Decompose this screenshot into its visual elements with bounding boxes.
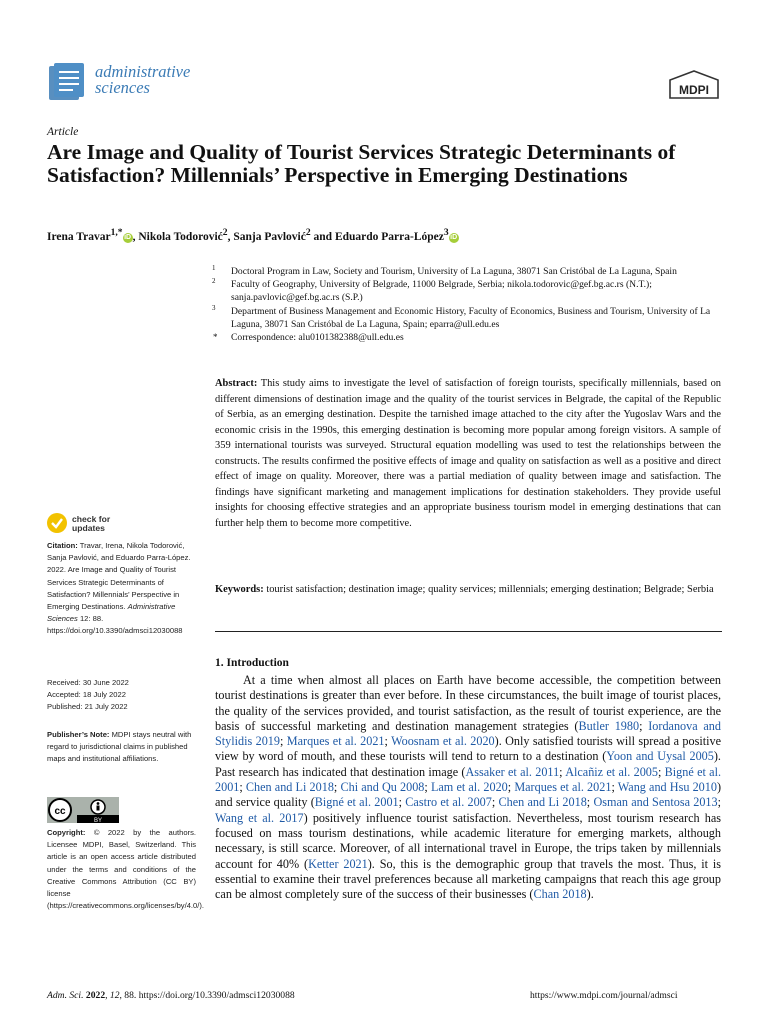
keywords-label: Keywords:	[215, 584, 264, 595]
citation-tail: 12: 88. https://doi.org/10.3390/admsci12030088	[47, 614, 183, 636]
reference-link[interactable]: Wang and Hsu 2010	[617, 780, 717, 795]
footer-volume: 12	[109, 990, 120, 1001]
paragraph-text: ;	[491, 795, 499, 810]
affiliation-item	[212, 305, 722, 331]
abstract-text: This study aims to investigate the level of satisfaction of foreign tourists, specifically millennials, based on different dimensions of destination image and the quality of the tourist services in Belgrade, the capital of the Republic of Serbia, as an emerging destination. Despite the tarnished image attached to the city after the Yugoslav Wars and the economic crisis in the 1990s, this emerging destination is becoming more popular among foreign visitors. A sample of 359 international tourists was surveyed. Structural equation modelling was used to test the relationships between the constructs. The results confirmed the positive effects of image and quality on satisfaction as well as a positive and direct effect of image on quality. Moreover, there was a partial mediation of quality between image and satisfaction. The findings have significant marketing and management implications for destination stakeholders. They provide useful insights for choosing effective strategies and an appropriate business tourism model in emerging destinations that can further help them to become more competitive.	[215, 378, 722, 529]
reference-link[interactable]: Woosnam et al. 2020	[391, 734, 495, 749]
footer-doi[interactable]: , 88. https://doi.org/10.3390/admsci12030088	[119, 990, 295, 1001]
author-list	[47, 227, 459, 243]
affiliation-mark: 3	[212, 303, 216, 312]
affiliation-mark: 2	[212, 277, 216, 286]
paragraph-text: ;	[639, 718, 649, 733]
paragraph-text: ). So, this is the demographic group that travels the most. Thus, it is essential to examine their travel preferences because all marketing campaigns that reach this age group can be almost completely sure of the success of their businesses (	[215, 856, 721, 902]
svg-text:cc: cc	[54, 806, 66, 817]
author-name[interactable]: Irena Travar	[47, 230, 111, 243]
reference-link[interactable]: Chan 2018	[533, 887, 587, 902]
author-separator: and	[310, 230, 335, 243]
paragraph-text: ;	[657, 764, 665, 779]
keywords-text: tourist satisfaction; destination image; quality services; millennials; emerging destination; Belgrade; Serbia	[266, 584, 714, 595]
journal-name-line1: administrative	[95, 62, 191, 81]
publisher-note-label: Publisher’s Note:	[47, 730, 110, 739]
copyright-notice	[47, 827, 204, 912]
affiliation-mark: *	[213, 332, 218, 343]
paragraph-text: ;	[424, 780, 431, 795]
section-heading-introduction: 1. Introduction	[215, 657, 289, 669]
citation-block	[47, 540, 197, 638]
mdpi-logo	[668, 70, 720, 100]
footer-citation: Adm. Sci. 2022, 12, 88. https://doi.org/10.3390/admsci12030088	[47, 990, 295, 1001]
affiliation-item	[212, 265, 722, 278]
author-separator: ,	[227, 230, 234, 243]
paragraph-text: ;	[239, 780, 246, 795]
copyright-label: Copyright:	[47, 828, 86, 837]
affiliation-item	[212, 331, 722, 344]
check-updates-line2: updates	[72, 523, 105, 533]
reference-link[interactable]: Ketter 2021	[308, 856, 368, 871]
affiliation-text: Department of Business Management and Economic History, Faculty of Economics, Business and Tourism, University of La Laguna, 38071 San Cristóbal de La Laguna, Spain; eparra@ull.edu.es	[231, 305, 711, 330]
paragraph-text: ;	[559, 764, 566, 779]
affiliations	[212, 265, 722, 344]
reference-link[interactable]: Marques et al. 2021	[286, 734, 385, 749]
author-separator: ,	[132, 230, 139, 243]
paragraph-text: ). Only satisfied tourists will spread a positive view by word of mouth, and these tourists will tend to return to a destination (	[215, 734, 721, 764]
reference-link[interactable]: Chi and Qu 2008	[340, 780, 425, 795]
mdpi-logo-text: MDPI	[679, 83, 709, 97]
author-name[interactable]: Eduardo Parra-López	[334, 230, 444, 243]
author-name[interactable]: Nikola Todorović	[138, 230, 223, 243]
paragraph-text: ;	[333, 780, 341, 795]
cc-by-label: BY	[93, 818, 103, 823]
orcid-icon[interactable]: iD	[124, 233, 132, 241]
introduction-paragraph	[215, 673, 721, 902]
author-affiliation-mark: 1,*	[110, 227, 123, 238]
affiliation-text: Doctoral Program in Law, Society and Tourism, University of La Laguna, 38071 San Cristóbal de La Laguna, Spain	[231, 266, 677, 277]
reference-link[interactable]: Assaker et al. 2011	[465, 764, 560, 779]
citation-text: Travar, Irena, Nikola Todorović, Sanja Pavlović, and Eduardo Parra-López. 2022. Are Image and Quality of Tourist Services Strategic Determinants of Satisfaction? Millennials’ Perspective in Emerging Destinations.	[47, 541, 191, 612]
article-type: Article	[47, 126, 79, 138]
paragraph-text: ;	[398, 795, 406, 810]
affiliation-text: Faculty of Geography, University of Belgrade, 11000 Belgrade, Serbia; nikola.todorovic@gef.bg.ac.rs (N.T.); sanja.pavlovic@gef.bg.ac.rs (S.P.)	[231, 279, 652, 304]
publication-dates	[47, 677, 197, 714]
reference-link[interactable]: Wang et al. 2017	[215, 810, 304, 825]
paragraph-text: ;	[507, 780, 515, 795]
reference-link[interactable]: Osman and Sentosa 2013	[593, 795, 718, 810]
footer-journal-abbr: Adm. Sci.	[47, 990, 84, 1001]
abstract	[215, 376, 721, 531]
paragraph-text: ). Past research has indicated that destination image (	[215, 749, 721, 779]
paragraph-text: ;	[611, 780, 618, 795]
check-for-updates-button[interactable]	[47, 513, 147, 537]
reference-link[interactable]: Alcañiz et al. 2005	[565, 764, 658, 779]
reference-link[interactable]: Bigné et al. 2001	[215, 764, 722, 795]
reference-link[interactable]: Marques et al. 2021	[514, 780, 612, 795]
reference-link[interactable]: Butler 1980	[578, 718, 640, 733]
affiliation-item	[212, 278, 722, 304]
published-date: Published: 21 July 2022	[47, 702, 128, 712]
reference-link[interactable]: Bigné et al. 2001	[314, 795, 399, 810]
paragraph-text: ) and service quality (	[215, 780, 722, 810]
paragraph-text: ;	[384, 734, 392, 749]
paragraph-text: At a time when almost all places on Earth have become accessible, the competition between tourist destinations is greater than ever before. In these circumstances, the built image of tourist places, the quality of the services provided, and tourist satisfaction, as the result of tourist experience, are the basis of successful marketing and destination management strategies (	[215, 673, 721, 733]
paragraph-text: ).	[586, 887, 594, 902]
check-updates-icon	[47, 513, 67, 533]
received-date: Received: 30 June 2022	[47, 678, 129, 687]
author-affiliation-mark: 3	[443, 227, 449, 238]
paragraph-text: ;	[586, 795, 594, 810]
reference-link[interactable]: Chen and Li 2018	[498, 795, 587, 810]
orcid-icon[interactable]: iD	[450, 233, 458, 241]
journal-document-icon	[47, 62, 87, 102]
footer-journal-url[interactable]: https://www.mdpi.com/journal/admsci	[530, 990, 678, 1001]
paragraph-text: ;	[280, 734, 287, 749]
journal-name-line2: sciences	[95, 78, 150, 97]
citation-label: Citation:	[47, 541, 78, 550]
reference-link[interactable]: Castro et al. 2007	[405, 795, 492, 810]
affiliation-text: Correspondence: alu0101382388@ull.edu.es	[231, 332, 404, 344]
check-updates-line1: check for	[72, 514, 111, 524]
author-affiliation-mark: 2	[222, 227, 228, 238]
article-title: Are Image and Quality of Tourist Services Strategic Determinants of Satisfaction? Millennials’ Perspective in Emerging Destinations	[47, 140, 676, 187]
publisher-note-text: MDPI stays neutral with regard to jurisdictional claims in published maps and institutional affiliations.	[47, 730, 192, 764]
paragraph-text: ) positively influence tourist satisfaction. Nevertheless, most tourism research has focused on mass tourism destinations, while academic literature for emerging markets, although necessary, is still scarce. Moreover, of all international travel in Europe, the trips taken by millennials account for 40% (	[215, 810, 721, 871]
cc-by-license-icon[interactable]	[47, 797, 119, 823]
reference-link[interactable]: Chen and Li 2018	[245, 780, 334, 795]
reference-link[interactable]: Lam et al. 2020	[430, 780, 508, 795]
reference-link[interactable]: Yoon and Uysal 2005	[606, 749, 714, 764]
author-name[interactable]: Sanja Pavlović	[233, 230, 306, 243]
footer-year: 2022	[85, 990, 106, 1001]
journal-name	[95, 64, 190, 96]
affiliation-mark: 1	[212, 264, 216, 272]
paragraph-text: ;	[717, 795, 721, 810]
abstract-label: Abstract:	[215, 378, 258, 389]
keywords	[215, 582, 721, 598]
section-divider	[215, 631, 722, 632]
author-affiliation-mark: 2	[305, 227, 311, 238]
publisher-note	[47, 729, 197, 766]
accepted-date: Accepted: 18 July 2022	[47, 690, 126, 700]
reference-link[interactable]: Iordanova and Stylidis 2019	[215, 718, 721, 749]
copyright-text: © 2022 by the authors. Licensee MDPI, Basel, Switzerland. This article is an open access article distributed under the terms and conditions of the Creative Commons Attribution (CC BY) license (https://creativecommons.org/licenses/by/4.0/).	[47, 828, 204, 911]
check-updates-label	[72, 515, 110, 533]
citation-journal: Administrative Sciences	[47, 602, 176, 624]
